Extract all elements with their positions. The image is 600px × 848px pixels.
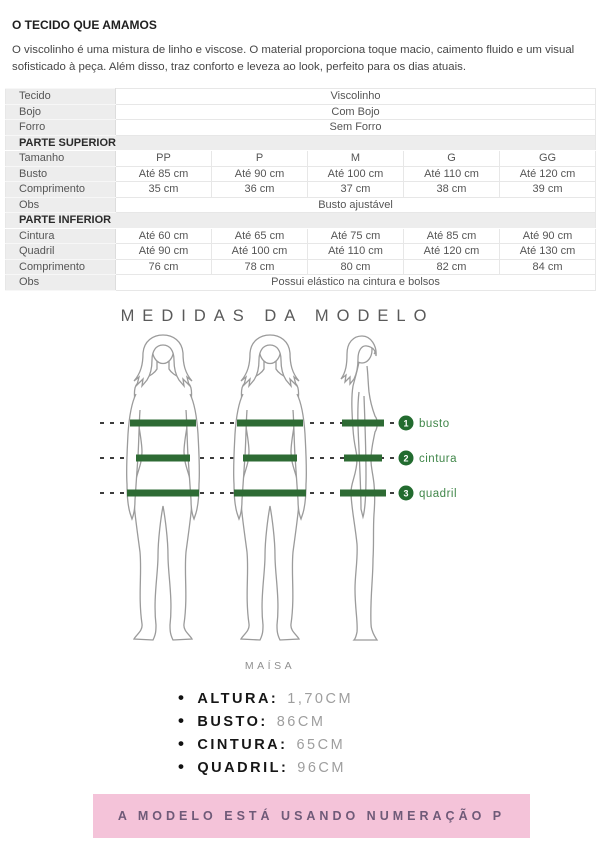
model-stats-list — [178, 687, 600, 779]
model-figure-front — [127, 335, 200, 640]
hip-bar — [127, 489, 199, 496]
stat-label: BUSTO: — [197, 713, 268, 730]
bust-bar — [342, 419, 384, 426]
value-cell: P — [212, 151, 308, 167]
value-cell: 35 cm — [116, 182, 212, 198]
model-figure-back — [234, 335, 307, 640]
table-row — [6, 104, 596, 120]
value-cell: G — [404, 151, 500, 167]
table-row — [6, 89, 596, 105]
stat-label: QUADRIL: — [197, 759, 289, 776]
value-cell: 38 cm — [404, 182, 500, 198]
value-cell: 82 cm — [404, 259, 500, 275]
figure-body — [134, 360, 192, 640]
value-cell: Até 90 cm — [212, 166, 308, 182]
model-measurements-diagram — [0, 332, 600, 654]
value-cell: Com Bojo — [116, 104, 596, 120]
value-cell: 80 cm — [308, 259, 404, 275]
value-cell: M — [308, 151, 404, 167]
legend-label: busto — [419, 417, 450, 430]
table-row — [6, 120, 596, 136]
row-label-cell: Tecido — [6, 89, 116, 105]
value-cell: Até 85 cm — [404, 228, 500, 244]
stat-label: ALTURA: — [197, 690, 279, 707]
row-label-cell: Forro — [6, 120, 116, 136]
row-label-cell: Obs — [6, 275, 116, 291]
measure-legend — [399, 415, 458, 500]
row-label-cell: Comprimento — [6, 259, 116, 275]
table-section-row — [6, 135, 596, 151]
value-cell: 36 cm — [212, 182, 308, 198]
value-cell: Até 110 cm — [404, 166, 500, 182]
value-cell: Até 100 cm — [212, 244, 308, 260]
stat-item — [178, 687, 600, 710]
legend-number: 1 — [403, 418, 409, 429]
value-cell: GG — [500, 151, 596, 167]
bust-bar — [237, 419, 303, 426]
stat-item — [178, 710, 600, 733]
page-title: O TECIDO QUE AMAMOS — [12, 18, 157, 32]
section-title-cell: PARTE SUPERIOR — [6, 135, 596, 151]
row-label-cell: Busto — [6, 166, 116, 182]
table-row — [6, 244, 596, 260]
figure-body — [241, 360, 299, 640]
table-row — [6, 151, 596, 167]
value-cell: 76 cm — [116, 259, 212, 275]
value-cell: Até 90 cm — [116, 244, 212, 260]
waist-bar — [243, 454, 297, 461]
stat-item — [178, 733, 600, 756]
value-cell: Possui elástico na cintura e bolsos — [116, 275, 596, 291]
value-cell: Até 90 cm — [500, 228, 596, 244]
value-cell: Até 110 cm — [308, 244, 404, 260]
legend-number: 3 — [403, 488, 409, 499]
table-section-row — [6, 213, 596, 229]
table-row — [6, 182, 596, 198]
row-label-cell: Bojo — [6, 104, 116, 120]
legend-label: cintura — [419, 452, 458, 465]
value-cell: Até 75 cm — [308, 228, 404, 244]
value-cell: Sem Forro — [116, 120, 596, 136]
value-cell: Até 100 cm — [308, 166, 404, 182]
table-row — [6, 275, 596, 291]
waist-bar — [344, 454, 382, 461]
hip-bar — [234, 489, 306, 496]
row-label-cell: Obs — [6, 197, 116, 213]
model-name: MAÍSA — [244, 659, 296, 672]
stat-value: 1,70CM — [287, 690, 354, 707]
model-figure-side — [341, 336, 377, 640]
value-cell: 84 cm — [500, 259, 596, 275]
value-cell: Até 60 cm — [116, 228, 212, 244]
value-cell: 78 cm — [212, 259, 308, 275]
row-label-cell: Tamanho — [6, 151, 116, 167]
table-row — [6, 259, 596, 275]
row-label-cell: Cintura — [6, 228, 116, 244]
bust-bar — [130, 419, 196, 426]
value-cell: Até 120 cm — [500, 166, 596, 182]
table-row — [6, 197, 596, 213]
stat-value: 86CM — [276, 713, 326, 730]
value-cell: Viscolinho — [116, 89, 596, 105]
row-label-cell: Comprimento — [6, 182, 116, 198]
stat-value: 96CM — [297, 759, 346, 776]
section-title-cell: PARTE INFERIOR — [6, 213, 596, 229]
legend-number: 2 — [403, 453, 409, 464]
value-cell: Até 130 cm — [500, 244, 596, 260]
legend-label: quadril — [419, 487, 458, 500]
stat-value: 65CM — [296, 736, 346, 753]
measures-heading: MEDIDAS DA MODELO — [120, 306, 435, 325]
value-cell: Busto ajustável — [116, 197, 596, 213]
stat-label: CINTURA: — [197, 736, 288, 753]
value-cell: Até 120 cm — [404, 244, 500, 260]
stat-item — [178, 756, 600, 779]
value-cell: Até 85 cm — [116, 166, 212, 182]
value-cell: 37 cm — [308, 182, 404, 198]
model-size-banner: A MODELO ESTÁ USANDO NUMERAÇÃO P — [93, 794, 530, 838]
waist-bar — [136, 454, 190, 461]
hip-bar — [340, 489, 386, 496]
table-row — [6, 228, 596, 244]
table-row — [6, 166, 596, 182]
value-cell: 39 cm — [500, 182, 596, 198]
fabric-description: O viscolinho é uma mistura de linho e viscose. O material proporciona toque macio, caimento fluido e um visual sofisticado à peça. Além disso, traz conforto e leveza ao look, perfeito para os dias atuais. — [12, 44, 575, 73]
value-cell: PP — [116, 151, 212, 167]
size-chart-table — [5, 88, 596, 291]
value-cell: Até 65 cm — [212, 228, 308, 244]
row-label-cell: Quadril — [6, 244, 116, 260]
